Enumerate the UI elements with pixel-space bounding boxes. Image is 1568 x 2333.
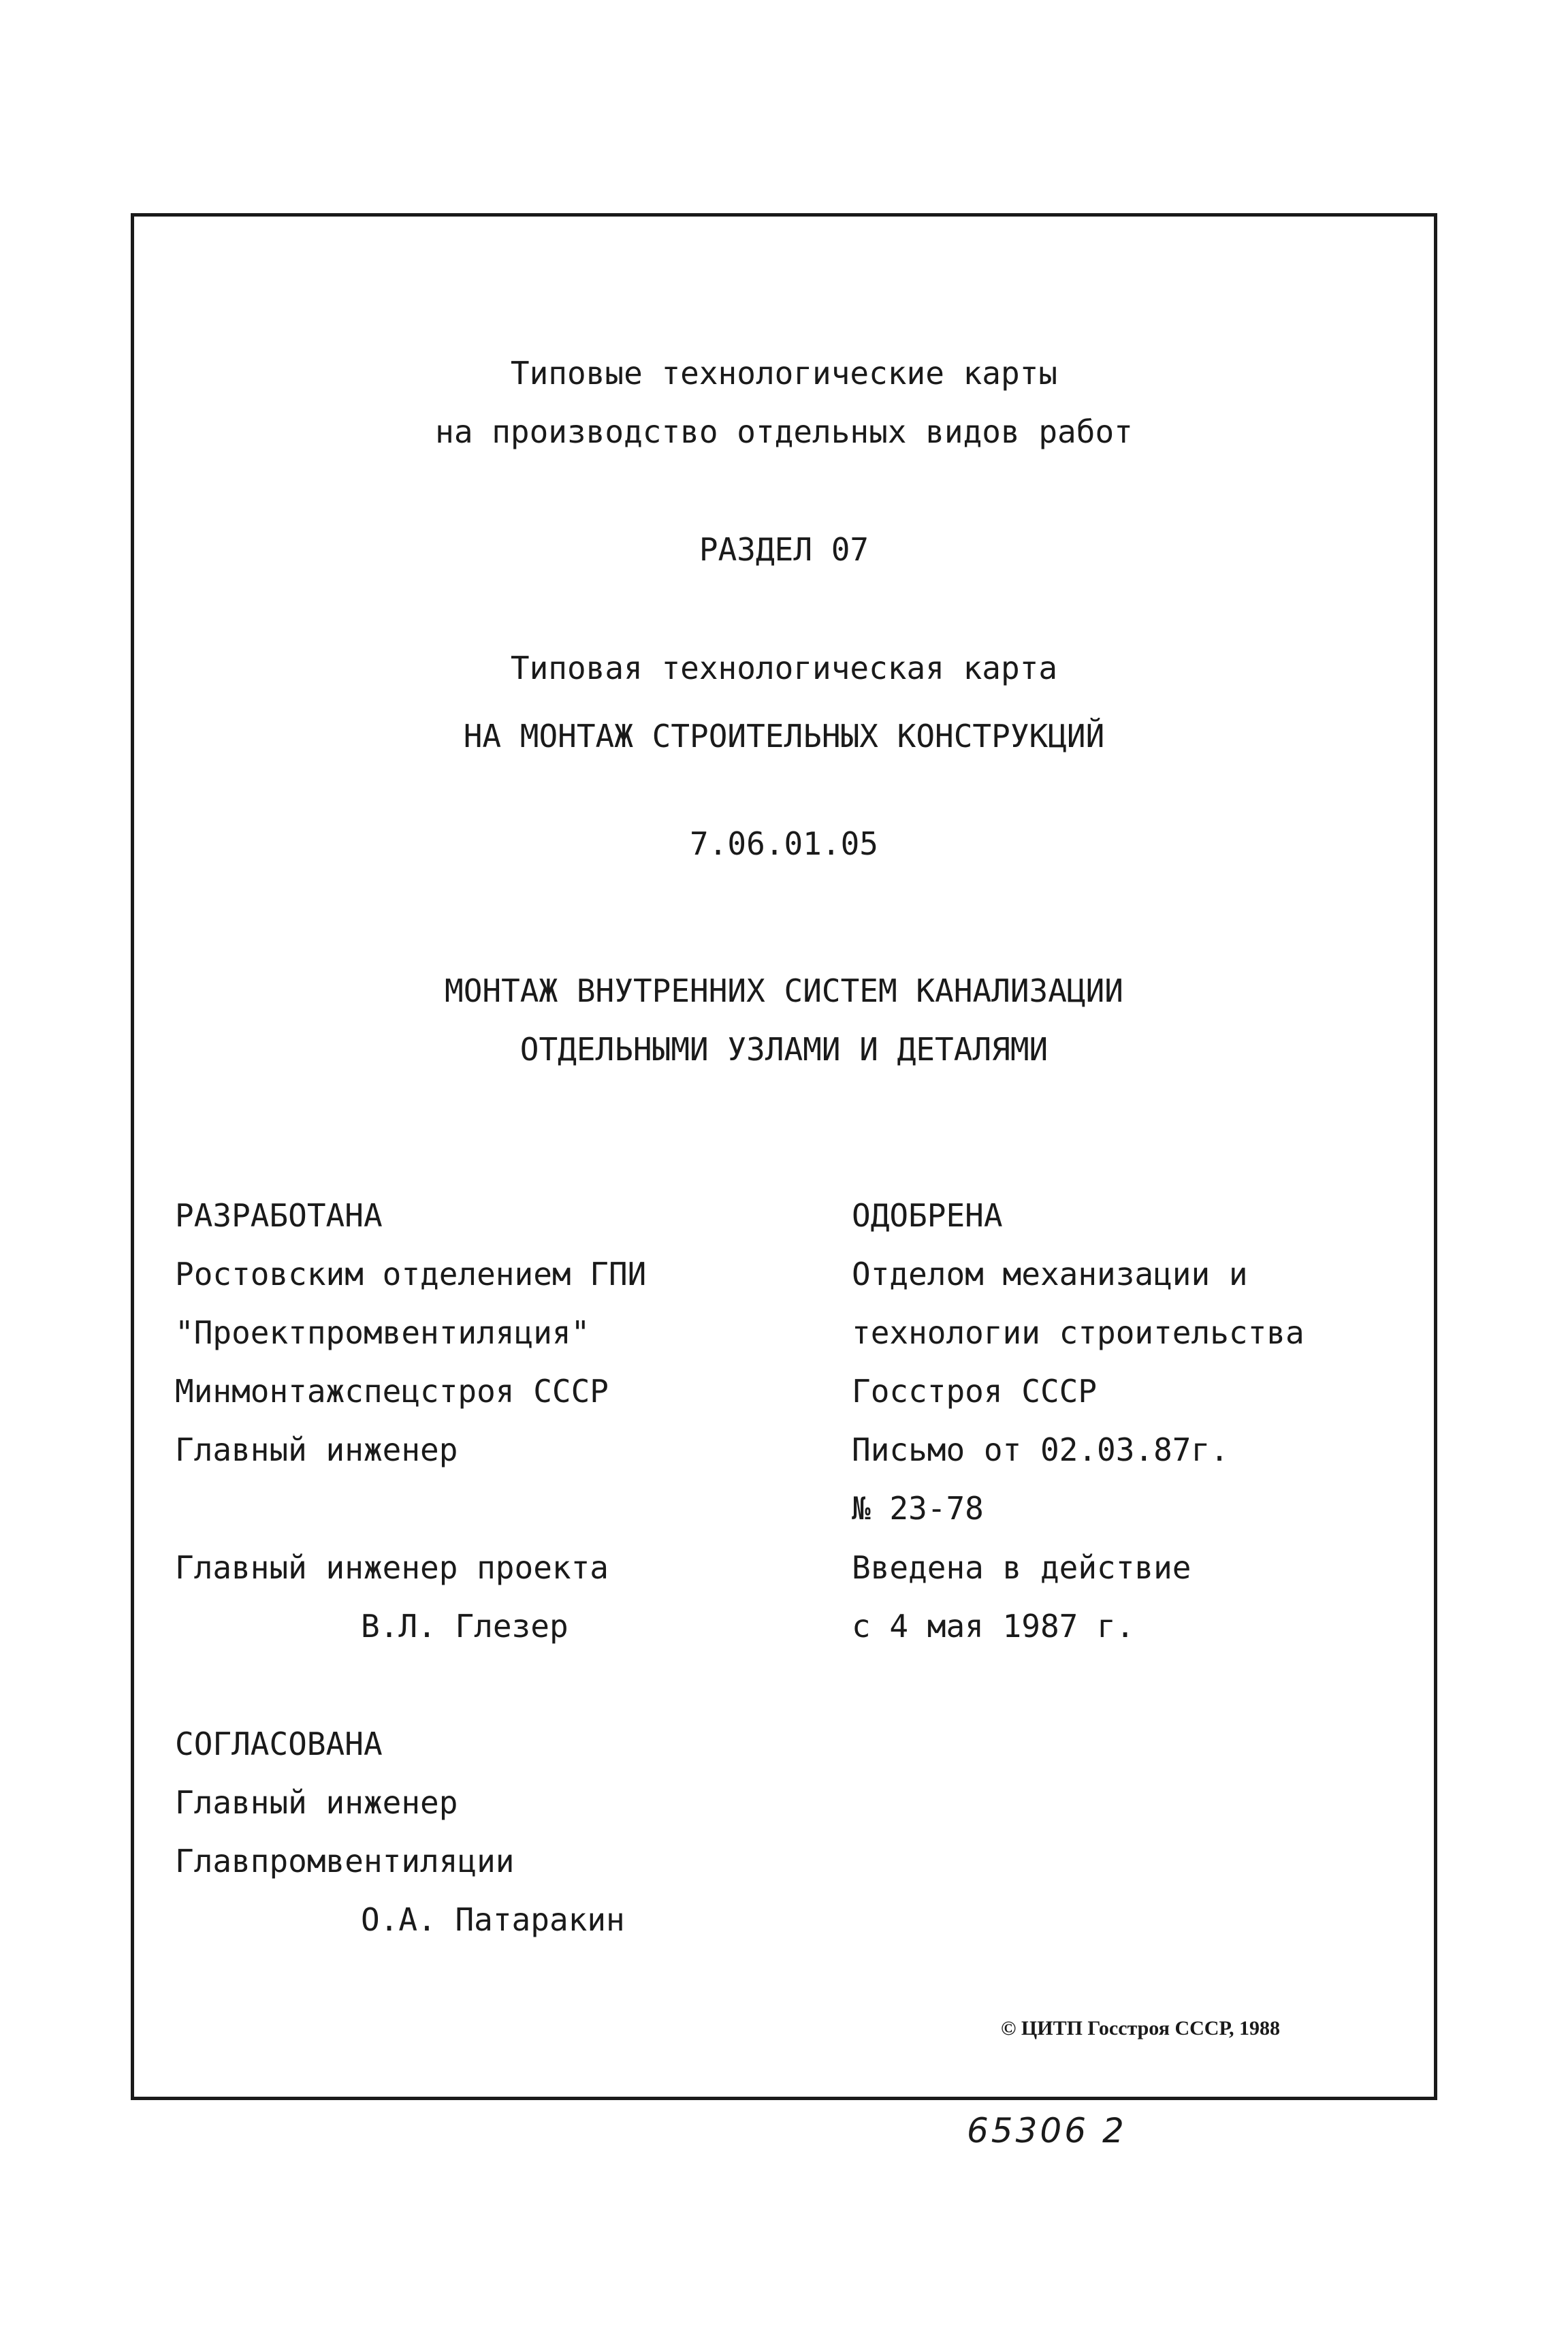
approved-line5: № 23-78 [852, 1490, 984, 1527]
developed-name: В.Л. Глезер [361, 1608, 569, 1645]
agreed-name: О.А. Патаракин [361, 1901, 625, 1938]
agreed-heading: СОГЛАСОВАНА [175, 1726, 383, 1762]
map-subject: НА МОНТАЖ СТРОИТЕЛЬНЫХ КОНСТРУКЦИЙ [463, 718, 1105, 755]
series-title-line1: Типовые технологические карты [510, 355, 1058, 392]
topic-title-line1: МОНТАЖ ВНУТРЕННИХ СИСТЕМ КАНАЛИЗАЦИИ [445, 972, 1123, 1009]
approved-line2: технологии строительства [852, 1314, 1305, 1351]
approved-heading: ОДОБРЕНА [852, 1197, 1003, 1234]
series-title-line2: на производство отдельных видов работ [435, 413, 1133, 450]
topic-title-line2: ОТДЕЛЬНЫМИ УЗЛАМИ И ДЕТАЛЯМИ [519, 1031, 1049, 1068]
developed-line5: Главный инженер проекта [175, 1549, 609, 1586]
developed-line2: "Проектпромвентиляция" [175, 1314, 590, 1351]
developed-heading: РАЗРАБОТАНА [175, 1197, 383, 1234]
approved-line4: Письмо от 02.03.87г. [852, 1431, 1229, 1468]
developed-line3: Минмонтажспецстроя СССР [175, 1373, 609, 1410]
document-code: 7.06.01.05 [690, 825, 878, 862]
approved-line3: Госстроя СССР [852, 1373, 1098, 1410]
developed-line1: Ростовским отделением ГПИ [175, 1256, 647, 1292]
section-number: РАЗДЕЛ 07 [699, 531, 869, 568]
agreed-line2: Главпромвентиляции [175, 1843, 515, 1879]
handwritten-number: 65306 2 [967, 2111, 1127, 2151]
approved-line1: Отделом механизации и [852, 1256, 1248, 1292]
map-type: Типовая технологическая карта [510, 650, 1058, 686]
approved-line6: Введена в действие [852, 1549, 1191, 1586]
agreed-line1: Главный инженер [175, 1784, 458, 1821]
copyright-notice: © ЦИТП Госстроя СССР, 1988 [1001, 2017, 1281, 2040]
developed-line4: Главный инженер [175, 1431, 458, 1468]
approved-line7: с 4 мая 1987 г. [852, 1608, 1135, 1645]
